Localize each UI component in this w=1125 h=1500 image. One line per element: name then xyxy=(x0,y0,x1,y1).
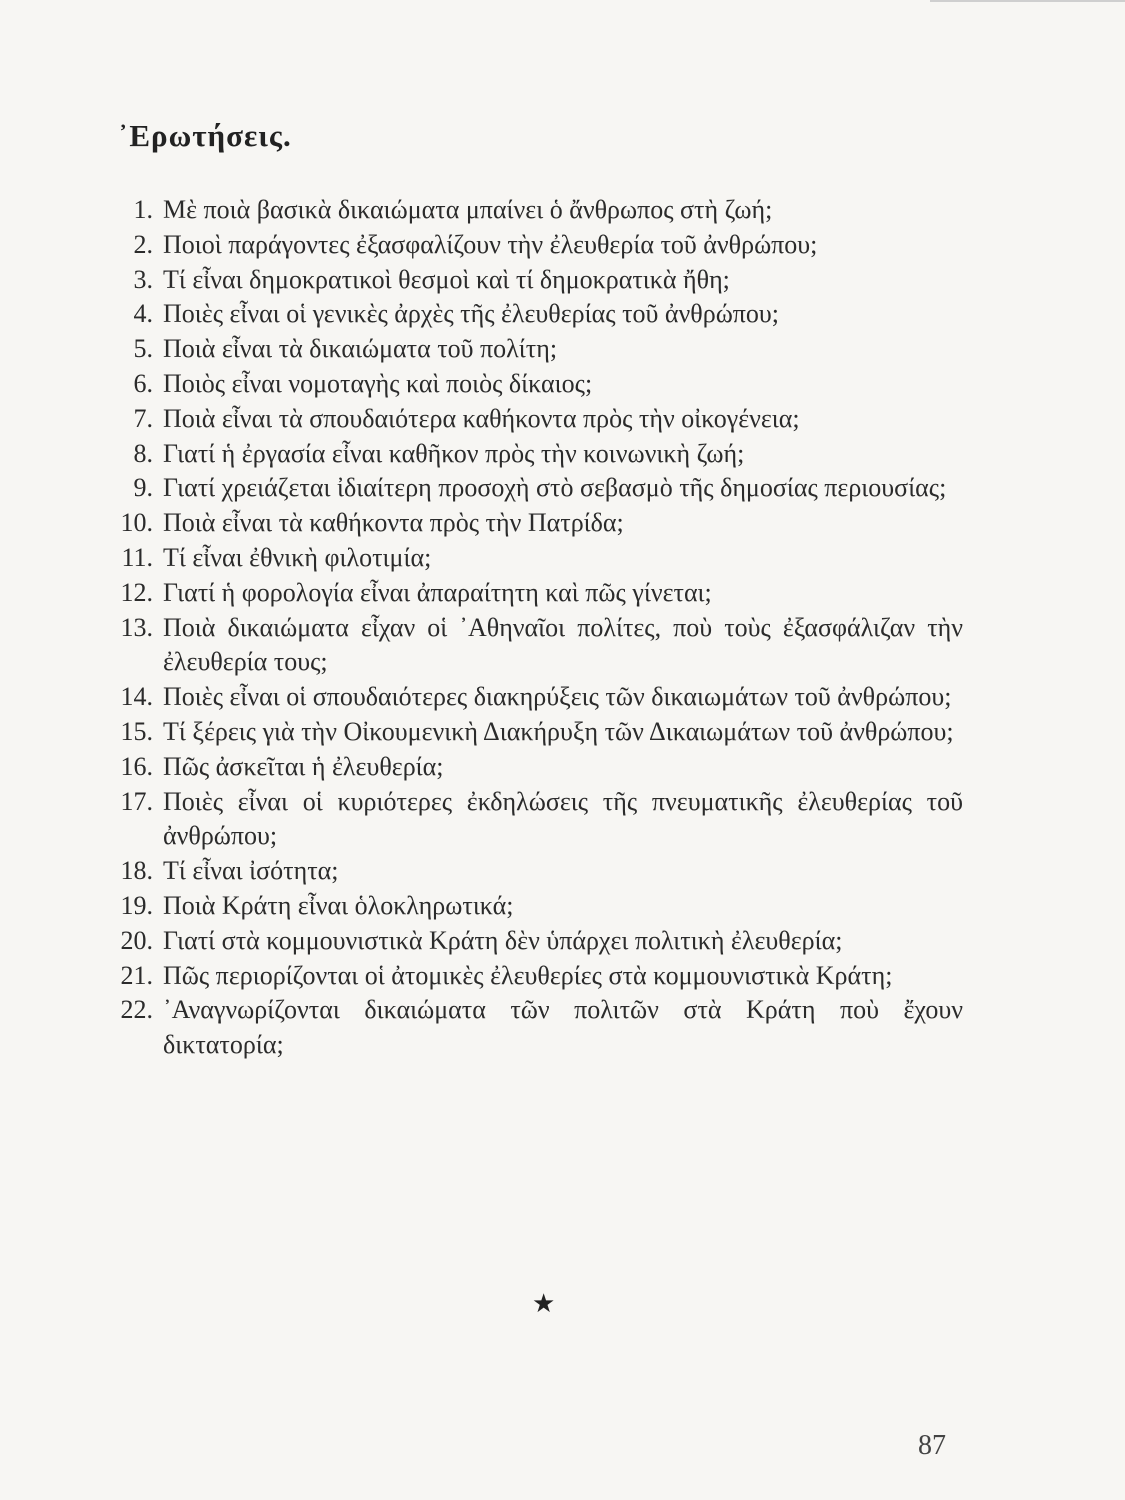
question-number: 2. xyxy=(133,229,153,259)
question-number: 8. xyxy=(133,438,153,468)
question-text: Ποιὸς εἶναι νομοταγὴς καὶ ποιὸς δίκαιος; xyxy=(163,368,593,398)
question-text: Ποιὰ δικαιώματα εἶχαν οἱ ᾿Αθηναῖοι πολίτες, ποὺ τοὺς ἐξασφάλιζαν τὴν ἐλευθερία τους; xyxy=(163,612,963,677)
question-number: 9. xyxy=(133,473,153,503)
list-item xyxy=(0,959,963,994)
list-item xyxy=(0,611,963,681)
question-number: 6. xyxy=(133,368,153,398)
question-text: Ποιὰ εἶναι τὰ σπουδαιότερα καθήκοντα πρὸς τὴν οἰκογένεια; xyxy=(163,403,800,433)
question-number: 19. xyxy=(120,890,153,920)
question-text: Τί ξέρεις γιὰ τὴν Οἰκουμενικὴ Διακήρυξη τῶν Δικαιωμάτων τοῦ ἀνθρώπου; xyxy=(163,716,954,746)
question-text: Ποιὰ εἶναι τὰ δικαιώματα τοῦ πολίτη; xyxy=(163,334,558,364)
list-item xyxy=(0,228,963,263)
question-number: 12. xyxy=(120,577,153,607)
question-number: 4. xyxy=(133,299,153,329)
question-text: Ποιοὶ παράγοντες ἐξασφαλίζουν τὴν ἐλευθερία τοῦ ἀνθρώπου; xyxy=(163,229,818,259)
question-number: 13. xyxy=(120,612,153,642)
question-text: Τί εἶναι ἰσότητα; xyxy=(163,856,339,886)
list-item xyxy=(0,750,963,785)
list-item xyxy=(0,332,963,367)
list-item xyxy=(0,297,963,332)
question-number: 10. xyxy=(120,508,153,538)
list-item xyxy=(0,541,963,576)
question-text: Τί εἶναι δημοκρατικοὶ θεσμοὶ καὶ τί δημοκρατικὰ ἤθη; xyxy=(163,264,730,294)
question-text: Γιατί χρειάζεται ἰδιαίτερη προσοχὴ στὸ σεβασμὸ τῆς δημοσίας περιουσίας; xyxy=(163,473,947,503)
question-text: Ποιὲς εἶναι οἱ γενικὲς ἀρχὲς τῆς ἐλευθερίας τοῦ ἀνθρώπου; xyxy=(163,299,780,329)
page-title: ᾿Ερωτήσεις. xyxy=(118,118,292,153)
star-ornament: ★ xyxy=(532,1289,556,1319)
page-number: 87 xyxy=(918,1430,946,1461)
list-item xyxy=(0,193,963,228)
question-text: Μὲ ποιὰ βασικὰ δικαιώματα μπαίνει ὁ ἄνθρωπος στὴ ζωή; xyxy=(163,195,773,224)
list-item xyxy=(0,924,963,959)
question-number: 1. xyxy=(133,195,153,224)
question-text: Ποιὲς εἶναι οἱ σπουδαιότερες διακηρύξεις τῶν δικαιωμάτων τοῦ ἀνθρώπου; xyxy=(163,682,952,712)
question-text: Γιατί ἡ ἐργασία εἶναι καθῆκον πρὸς τὴν κοινωνικὴ ζωή; xyxy=(163,438,745,468)
question-text: Ποιὰ Κράτη εἶναι ὁλοκληρωτικά; xyxy=(163,890,514,920)
question-text: Ποιὰ εἶναι τὰ καθήκοντα πρὸς τὴν Πατρίδα; xyxy=(163,508,624,538)
question-number: 22. xyxy=(120,995,153,1025)
list-item xyxy=(0,471,963,506)
question-text: Πῶς περιορίζονται οἱ ἀτομικὲς ἐλευθερίες στὰ κομμουνιστικὰ Κράτη; xyxy=(163,960,893,990)
question-text: Γιατί στὰ κομμουνιστικὰ Κράτη δὲν ὑπάρχει πολιτικὴ ἐλευθερία; xyxy=(163,925,843,955)
question-number: 3. xyxy=(133,264,153,294)
list-item xyxy=(0,715,963,750)
question-text: Πῶς ἀσκεῖται ἡ ἐλευθερία; xyxy=(163,751,444,781)
question-number: 7. xyxy=(133,403,153,433)
list-item xyxy=(0,680,963,715)
question-number: 15. xyxy=(120,716,153,746)
question-number: 11. xyxy=(121,542,153,572)
list-item xyxy=(0,506,963,541)
list-item xyxy=(0,854,963,889)
question-number: 21. xyxy=(120,960,153,990)
question-number: 18. xyxy=(120,856,153,886)
question-number: 14. xyxy=(120,682,153,712)
question-text: ᾿Αναγνωρίζονται δικαιώματα τῶν πολιτῶν στὰ Κράτη ποὺ ἔχουν δικτατορία; xyxy=(163,995,963,1060)
question-number: 20. xyxy=(120,925,153,955)
page-edge-rule xyxy=(930,0,1125,2)
question-list xyxy=(0,193,1125,1063)
question-text: Τί εἶναι ἐθνικὴ φιλοτιμία; xyxy=(163,542,432,572)
question-number: 5. xyxy=(133,334,153,364)
list-item xyxy=(0,437,963,472)
list-item xyxy=(0,576,963,611)
list-item xyxy=(0,367,963,402)
list-item xyxy=(0,402,963,437)
question-text: Ποιὲς εἶναι οἱ κυριότερες ἐκδηλώσεις τῆς πνευματικῆς ἐλευθερίας τοῦ ἀνθρώπου; xyxy=(163,786,963,851)
list-item xyxy=(0,993,963,1063)
question-number: 17. xyxy=(120,786,153,816)
question-text: Γιατί ἡ φορολογία εἶναι ἀπαραίτητη καὶ πῶς γίνεται; xyxy=(163,577,712,607)
list-item xyxy=(0,785,963,855)
question-number: 16. xyxy=(120,751,153,781)
list-item xyxy=(0,263,963,298)
list-item xyxy=(0,889,963,924)
